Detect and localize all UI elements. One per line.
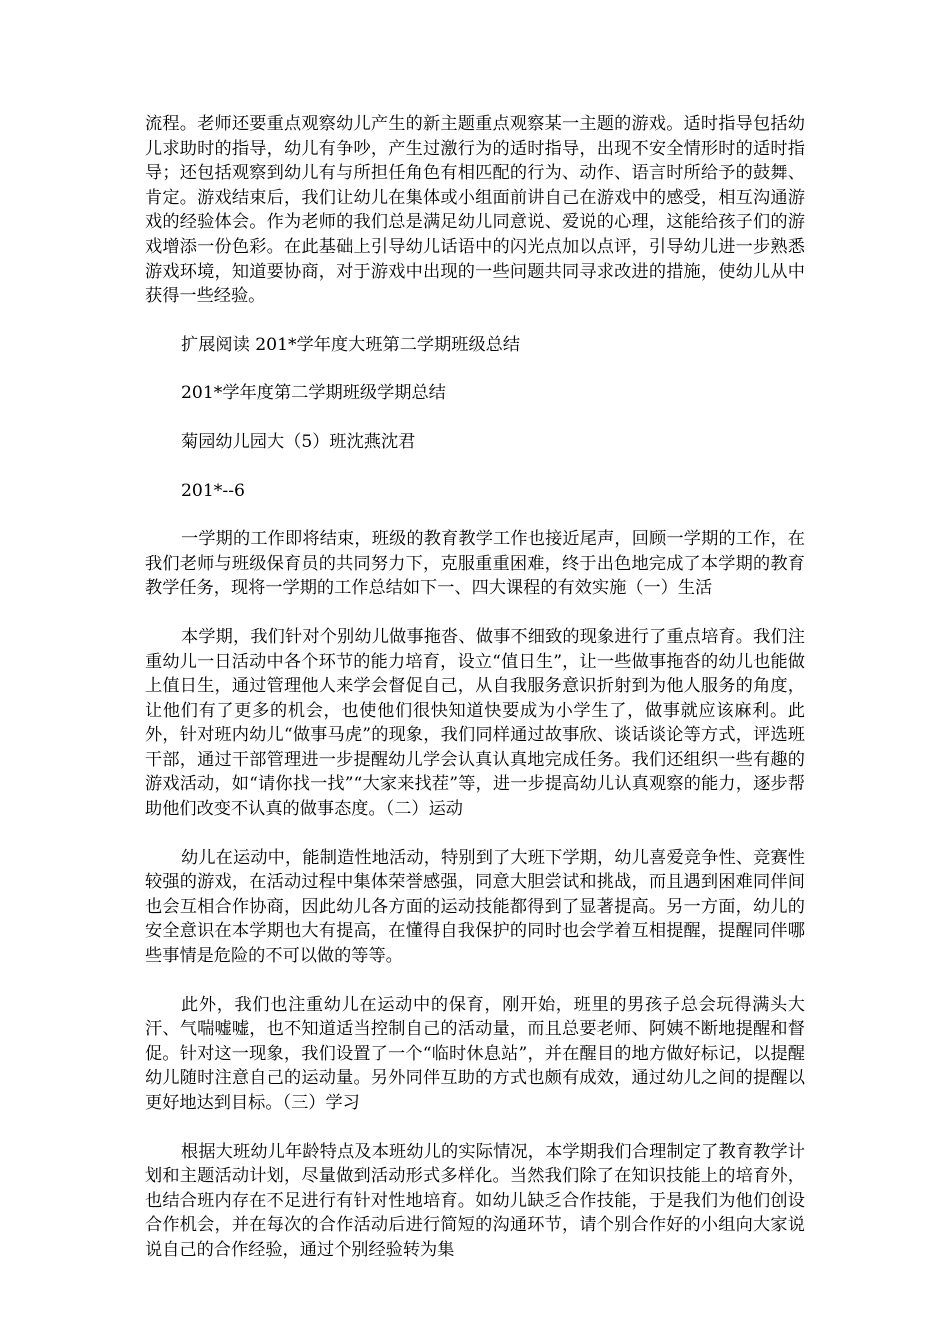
paragraph-life: 本学期，我们针对个别幼儿做事拖沓、做事不细致的现象进行了重点培育。我们注重幼儿一日活动中各个环节的能力培育，设立“值日生”，让一些做事拖沓的幼儿也能做上值日生，通过管理他人来学会督促自己，从自我服务意识折射到为他人服务的角度，让他们有了更多的机会，也使他们很快知道快要成为小学生了，做事就应该麻利。此外，针对班内幼儿“做事马虎”的现象，我们同样通过故事欣、谈话谈论等方式，评选班干部，通过干部管理进一步提醒幼儿学会认真认真地完成任务。我们还组织一些有趣的游戏活动，如“请你找一找”“大家来找茬”等，进一步提高幼儿认真观察的能力，逐步帮助他们改变不认真的做事态度。（二）运动	[145, 626, 805, 820]
date-line: 201*--6	[181, 480, 245, 501]
paragraph-sports-care: 此外，我们也注重幼儿在运动中的保育，刚开始，班里的男孩子总会玩得满头大汗、气喘嘘嘘，也不知道适当控制自己的活动量，而且总要老师、阿姨不断地提醒和督促。针对这一现象，我们设置了一个“临时休息站”，并在醒目的地方做好标记，以提醒幼儿随时注意自己的运动量。另外同伴互助的方式也颇有成效，通过幼儿之间的提醒以更好地达到目标。（三）学习	[145, 994, 805, 1113]
document-page	[145, 112, 805, 1287]
paragraph-sports: 幼儿在运动中，能制造性地活动，特别到了大班下学期，幼儿喜爱竞争性、竞赛性较强的游戏，在活动过程中集体荣誉感强，同意大胆尝试和挑战，而且遇到困难同伴间也会互相合作协商，因此幼儿各方面的运动技能都得到了显著提高。另一方面，幼儿的安全意识在本学期也大有提高，在懂得自我保护的同时也会学着互相提醒，提醒同伴哪些事情是危险的不可以做的等等。	[145, 847, 805, 967]
paragraph-game-guidance: 流程。老师还要重点观察幼儿产生的新主题重点观察某一主题的游戏。适时指导包括幼儿求助时的指导，幼儿有争吵，产生过激行为的适时指导，出现不安全情形时的适时指导；还包括观察到幼儿有与所担任角色有相匹配的行为、动作、语言时所给予的鼓舞、肯定。游戏结束后，我们让幼儿在集体或小组面前讲自己在游戏中的感受，相互沟通游戏的经验体会。作为老师的我们总是满足幼儿同意说、爱说的心理，这能给孩子们的游戏增添一份色彩。在此基础上引导幼儿话语中的闪光点加以点评，引导幼儿进一步熟悉游戏环境，知道要协商，对于游戏中出现的一些问题共同寻求改进的措施，使幼儿从中获得一些经验。	[145, 114, 805, 307]
author-line: 菊园幼儿园大（5）班沈燕沈君	[181, 431, 416, 452]
paragraph-intro: 一学期的工作即将结束，班级的教育教学工作也接近尾声，回顾一学期的工作，在我们老师与班级保育员的共同努力下，克服重重困难，终于出色地完成了本学期的教育教学任务，现将一学期的工作总结如下一、四大课程的有效实施（一）生活	[145, 529, 805, 599]
paragraph-learning: 根据大班幼儿年龄特点及本班幼儿的实际情况，本学期我们合理制定了教育教学计划和主题活动计划，尽量做到活动形式多样化。当然我们除了在知识技能上的培育外，也结合班内存在不足进行有针对性地培育。如幼儿缺乏合作技能，于是我们为他们创设合作机会，并在每次的合作活动后进行简短的沟通环节，请个别合作好的小组向大家说说自己的合作经验，通过个别经验转为集	[145, 1141, 805, 1260]
summary-title: 201*学年度第二学期班级学期总结	[181, 383, 446, 404]
extended-reading-title: 扩展阅读 201*学年度大班第二学期班级总结	[181, 334, 521, 355]
